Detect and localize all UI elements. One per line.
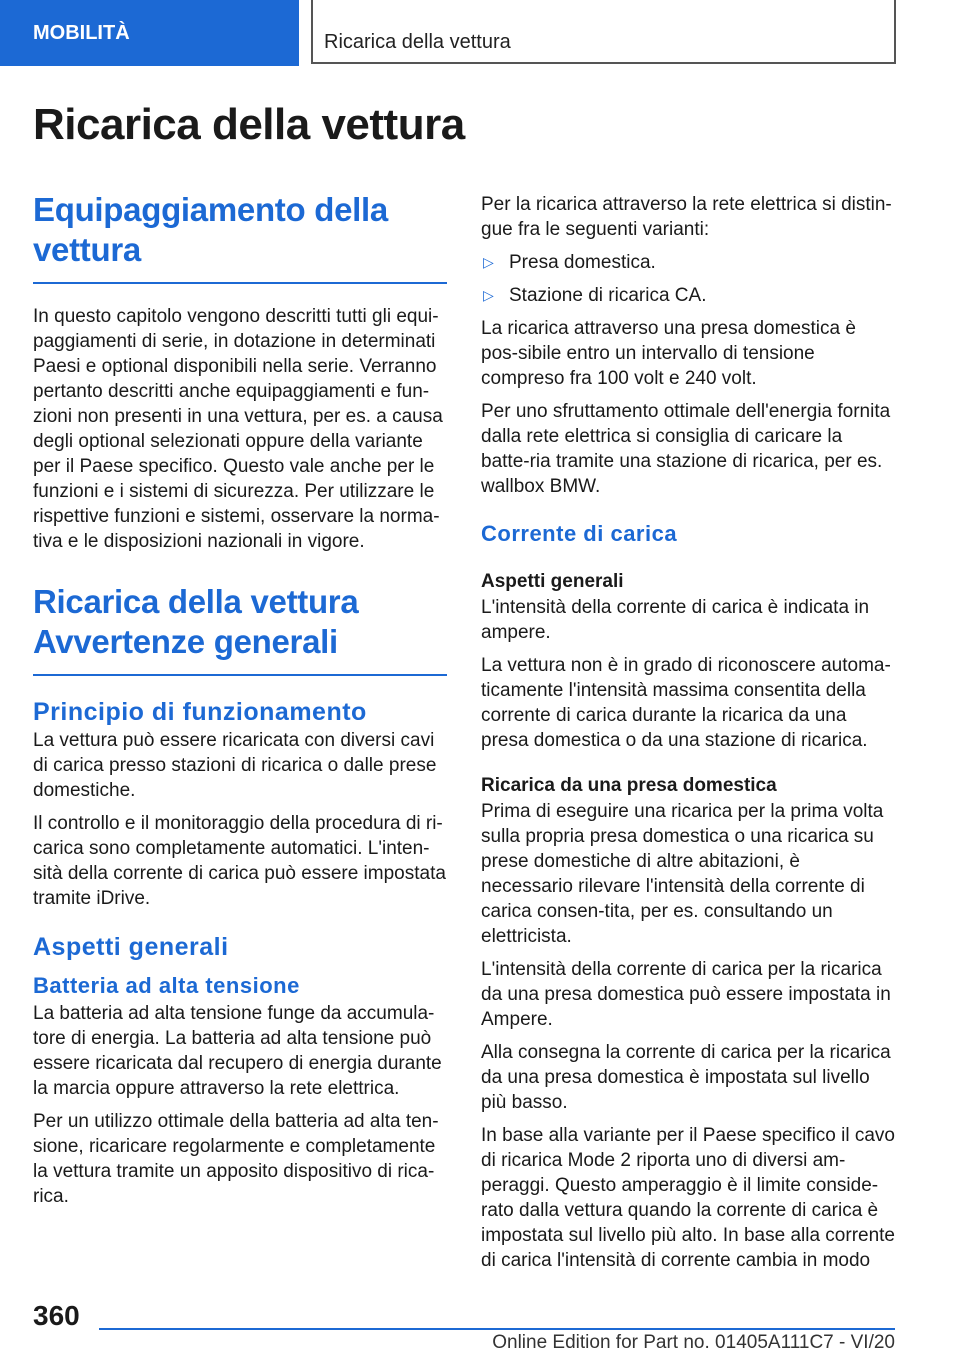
minor-title-battery: Batteria ad alta tensione xyxy=(33,973,300,998)
paragraph: L'intensità della corrente di carica per la ricarica da una presa domestica può essere impostata in Ampere. xyxy=(481,959,891,1030)
page-number: 360 xyxy=(33,1300,80,1331)
right-column xyxy=(481,192,895,1273)
paragraph: Alla consegna la corrente di carica per la ricarica da una presa domestica è impostata sul livello più basso. xyxy=(481,1042,891,1113)
page-title: Ricarica della vettura xyxy=(33,100,465,149)
paragraph: In questo capitolo vengono descritti tutti gli equi-paggiamenti di serie, in dotazione in determinati Paesi e optional disponibili nella serie. Verranno pertanto descritti anche equipaggiamenti e fun-zioni non presenti in una vettura, per es. a causa degli optional selezionati oppure della variante per il Paese specifico. Questo vale anche per le funzioni e i sistemi di sicurezza. Per utilizzare le rispettive funzioni e sistemi, osservare la norma-tiva e le disposizioni nazionali in vigore. xyxy=(33,306,443,552)
paragraph: L'intensità della corrente di carica è indicata in ampere. xyxy=(481,597,870,643)
paragraph: La batteria ad alta tensione funge da accumula-tore di energia. La batteria ad alta tensione può essere ricaricata dal recupero di energia durante la marcia oppure attraverso la rete elettrica. xyxy=(33,1003,442,1099)
heading-general: Aspetti generali xyxy=(481,571,624,592)
bullet-triangle-icon: ▷ xyxy=(483,254,494,270)
list-item-text: Presa domestica. xyxy=(509,252,656,273)
section-tab: MOBILITÀ xyxy=(0,0,299,66)
paragraph: La vettura può essere ricaricata con diversi cavi di carica presso stazioni di ricarica o dalle prese domestiche. xyxy=(33,730,437,801)
subsection-title-principle: Principio di funzionamento xyxy=(33,698,367,726)
left-column xyxy=(33,190,447,1209)
breadcrumb: Ricarica della vettura xyxy=(324,31,511,53)
list-item xyxy=(481,250,895,275)
paragraph: Per un utilizzo ottimale della batteria ad alta ten-sione, ricaricare regolarmente e completamente la vettura tramite un apposito dispositivo di rica-rica. xyxy=(33,1111,439,1207)
heading-home-socket: Ricarica da una presa domestica xyxy=(481,775,777,796)
minor-title-charging-current: Corrente di carica xyxy=(481,521,678,546)
section-title-charging-notes: Ricarica della vettura Avvertenze generali xyxy=(33,582,447,676)
paragraph: In base alla variante per il Paese specifico il cavo di ricarica Mode 2 riporta uno di diversi am-peraggi. Questo amperaggio è il limite conside-rato dalla vettura quando la corrente di carica è impostata sul livello più alto. In base alla corrente di carica l'intensità di corrente cambia in modo xyxy=(481,1125,896,1271)
paragraph: La vettura non è in grado di riconoscere automa-ticamente l'intensità massima consentita della corrente di carica durante la ricarica da una presa domestica o da una stazione di ricarica. xyxy=(481,655,891,751)
paragraph: Per la ricarica attraverso la rete elettrica si distin-gue fra le seguenti varianti: xyxy=(481,194,892,240)
paragraph: La ricarica attraverso una presa domestica è pos-sibile entro un intervallo di tensione compreso fra 100 volt e 240 volt. xyxy=(481,318,856,389)
paragraph: Per uno sfruttamento ottimale dell'energia fornita dalla rete elettrica si consiglia di caricare la batte-ria tramite una stazione di ricarica, per es. wallbox BMW. xyxy=(481,401,891,497)
subsection-title-general: Aspetti generali xyxy=(33,933,229,961)
section-title-equipment: Equipaggiamento della vettura xyxy=(33,190,447,284)
paragraph: Prima di eseguire una ricarica per la prima volta sulla propria presa domestica o una ricarica su prese domestiche di altre abitazioni, è necessario rilevare l'intensità della corrente di carica consen-tita, per es. consultando un elettricista. xyxy=(481,801,884,947)
bullet-list xyxy=(481,250,895,308)
footer-divider xyxy=(99,1328,895,1330)
bullet-triangle-icon: ▷ xyxy=(483,287,494,303)
paragraph: Il controllo e il monitoraggio della procedura di ri-carica sono completamente automatici. L'inten-sità della corrente di carica può essere impostata tramite iDrive. xyxy=(33,813,446,909)
list-item xyxy=(481,283,895,308)
list-item-text: Stazione di ricarica CA. xyxy=(509,285,707,306)
footer-edition: Online Edition for Part no. 01405A111C7 - VI/20 xyxy=(492,1332,895,1353)
